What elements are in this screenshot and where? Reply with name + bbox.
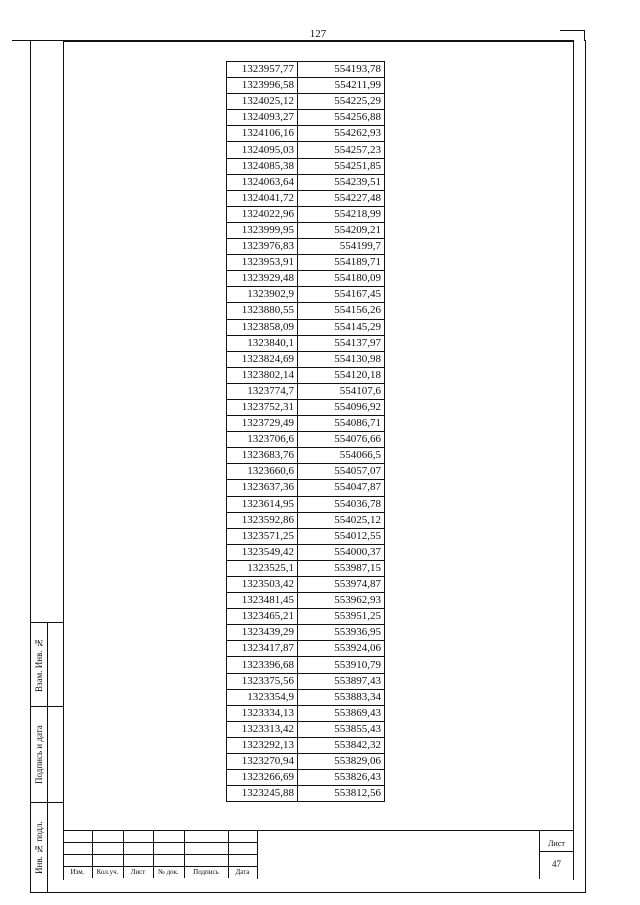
table-row bbox=[227, 770, 385, 786]
table-row bbox=[227, 287, 385, 303]
coordinate-y-cell: 553869,43 bbox=[298, 705, 385, 721]
coordinate-x-cell: 1323334,13 bbox=[227, 705, 298, 721]
coordinate-x-cell: 1323417,87 bbox=[227, 641, 298, 657]
coordinate-y-cell: 554086,71 bbox=[298, 416, 385, 432]
coordinate-x-cell: 1324025,12 bbox=[227, 94, 298, 110]
table-row bbox=[227, 416, 385, 432]
table-row bbox=[227, 560, 385, 576]
coordinate-x-cell: 1323802,14 bbox=[227, 367, 298, 383]
table-row bbox=[227, 142, 385, 158]
col-label-sheet: Лист bbox=[130, 868, 146, 876]
coordinate-x-cell: 1323752,31 bbox=[227, 399, 298, 415]
coordinate-x-cell: 1323840,1 bbox=[227, 335, 298, 351]
title-block-main bbox=[257, 830, 540, 879]
coordinate-x-cell: 1323996,58 bbox=[227, 78, 298, 94]
stamp-cell-signature bbox=[30, 706, 63, 803]
coordinate-y-cell: 554211,99 bbox=[298, 78, 385, 94]
coordinate-y-cell: 554193,78 bbox=[298, 62, 385, 78]
sheet-box bbox=[539, 830, 573, 879]
sheet-label: Лист bbox=[548, 839, 565, 848]
coordinate-y-cell: 554209,21 bbox=[298, 222, 385, 238]
table-row bbox=[227, 496, 385, 512]
coordinate-x-cell: 1323292,13 bbox=[227, 737, 298, 753]
coordinate-y-cell: 554137,97 bbox=[298, 335, 385, 351]
coordinate-x-cell: 1323976,83 bbox=[227, 239, 298, 255]
coordinate-y-cell: 553987,15 bbox=[298, 560, 385, 576]
coordinate-y-cell: 553962,93 bbox=[298, 593, 385, 609]
sheet-number: 47 bbox=[552, 859, 561, 869]
table-row bbox=[227, 206, 385, 222]
coordinate-x-cell: 1323637,36 bbox=[227, 480, 298, 496]
coordinate-x-cell: 1323999,95 bbox=[227, 222, 298, 238]
table-row bbox=[227, 158, 385, 174]
coordinate-y-cell: 554199,7 bbox=[298, 239, 385, 255]
coordinate-x-cell: 1323614,95 bbox=[227, 496, 298, 512]
coordinate-y-cell: 553924,06 bbox=[298, 641, 385, 657]
coordinate-x-cell: 1323774,7 bbox=[227, 383, 298, 399]
coordinate-x-cell: 1324022,96 bbox=[227, 206, 298, 222]
table-row bbox=[227, 448, 385, 464]
table-row bbox=[227, 673, 385, 689]
coordinate-x-cell: 1323858,09 bbox=[227, 319, 298, 335]
table-row bbox=[227, 754, 385, 770]
page-number: 127 bbox=[309, 28, 327, 40]
table-row bbox=[227, 786, 385, 802]
coordinate-y-cell: 553826,43 bbox=[298, 770, 385, 786]
coordinate-y-cell: 553897,43 bbox=[298, 673, 385, 689]
col-label-count: Кол.уч. bbox=[96, 868, 119, 876]
table-row bbox=[227, 367, 385, 383]
table-row bbox=[227, 609, 385, 625]
table-row bbox=[227, 110, 385, 126]
col-label-change: Изм. bbox=[70, 868, 85, 876]
table-row bbox=[227, 78, 385, 94]
col-label-date: Дата bbox=[235, 868, 250, 876]
coordinate-x-cell: 1323929,48 bbox=[227, 271, 298, 287]
coordinate-y-cell: 553936,95 bbox=[298, 625, 385, 641]
coordinate-x-cell: 1324063,64 bbox=[227, 174, 298, 190]
coordinate-y-cell: 554066,5 bbox=[298, 448, 385, 464]
table-row bbox=[227, 335, 385, 351]
coordinate-x-cell: 1323396,68 bbox=[227, 657, 298, 673]
coordinate-y-cell: 554120,18 bbox=[298, 367, 385, 383]
coordinate-x-cell: 1324041,72 bbox=[227, 190, 298, 206]
coordinate-y-cell: 554218,99 bbox=[298, 206, 385, 222]
coordinates-table bbox=[226, 61, 385, 802]
table-row bbox=[227, 222, 385, 238]
coordinate-x-cell: 1323270,94 bbox=[227, 754, 298, 770]
table-row bbox=[227, 528, 385, 544]
coordinate-y-cell: 554145,29 bbox=[298, 319, 385, 335]
coordinate-x-cell: 1324106,16 bbox=[227, 126, 298, 142]
coordinate-y-cell: 553812,56 bbox=[298, 786, 385, 802]
coordinate-x-cell: 1324093,27 bbox=[227, 110, 298, 126]
coordinate-y-cell: 554227,48 bbox=[298, 190, 385, 206]
table-row bbox=[227, 303, 385, 319]
col-label-signature: Подпись bbox=[193, 868, 219, 876]
stamp-cell-replacement bbox=[30, 622, 63, 707]
coordinate-y-cell: 554256,88 bbox=[298, 110, 385, 126]
coordinate-x-cell: 1323824,69 bbox=[227, 351, 298, 367]
coordinate-y-cell: 554130,98 bbox=[298, 351, 385, 367]
coordinate-y-cell: 554036,78 bbox=[298, 496, 385, 512]
coordinate-x-cell: 1323375,56 bbox=[227, 673, 298, 689]
coordinate-x-cell: 1323465,21 bbox=[227, 609, 298, 625]
stamp-label-replacement-inv: Взам. Инв. № bbox=[34, 638, 44, 692]
coordinate-x-cell: 1323880,55 bbox=[227, 303, 298, 319]
coordinate-y-cell: 554057,07 bbox=[298, 464, 385, 480]
table-row bbox=[227, 593, 385, 609]
coordinate-y-cell: 554180,09 bbox=[298, 271, 385, 287]
coordinate-x-cell: 1323729,49 bbox=[227, 416, 298, 432]
table-row bbox=[227, 190, 385, 206]
stamp-label-original-inv: Инв. № подл. bbox=[34, 821, 44, 875]
coordinate-x-cell: 1323313,42 bbox=[227, 721, 298, 737]
stamp-cell-original bbox=[30, 802, 63, 893]
title-block bbox=[63, 830, 572, 878]
table-row bbox=[227, 464, 385, 480]
coordinate-x-cell: 1323683,76 bbox=[227, 448, 298, 464]
coordinate-y-cell: 554012,55 bbox=[298, 528, 385, 544]
coordinate-y-cell: 554076,66 bbox=[298, 432, 385, 448]
table-row bbox=[227, 383, 385, 399]
table-row bbox=[227, 544, 385, 560]
coordinate-x-cell: 1323902,9 bbox=[227, 287, 298, 303]
table-row bbox=[227, 625, 385, 641]
table-row bbox=[227, 399, 385, 415]
stamp-label-signature-date: Подпись и дата bbox=[34, 725, 44, 785]
table-row bbox=[227, 432, 385, 448]
coordinate-x-cell: 1323245,88 bbox=[227, 786, 298, 802]
coordinate-y-cell: 554025,12 bbox=[298, 512, 385, 528]
coordinate-x-cell: 1323525,1 bbox=[227, 560, 298, 576]
coordinate-y-cell: 553951,25 bbox=[298, 609, 385, 625]
coordinate-y-cell: 553974,87 bbox=[298, 577, 385, 593]
table-row bbox=[227, 62, 385, 78]
coordinate-y-cell: 554225,29 bbox=[298, 94, 385, 110]
table-row bbox=[227, 705, 385, 721]
coordinate-x-cell: 1323592,86 bbox=[227, 512, 298, 528]
coordinate-x-cell: 1323481,45 bbox=[227, 593, 298, 609]
coordinate-x-cell: 1323571,25 bbox=[227, 528, 298, 544]
coordinate-x-cell: 1323503,42 bbox=[227, 577, 298, 593]
coordinate-y-cell: 554167,45 bbox=[298, 287, 385, 303]
coordinate-y-cell: 553829,06 bbox=[298, 754, 385, 770]
col-label-doc-number: № док. bbox=[158, 868, 179, 876]
coordinate-y-cell: 553910,79 bbox=[298, 657, 385, 673]
coordinate-x-cell: 1324095,03 bbox=[227, 142, 298, 158]
coordinate-x-cell: 1323957,77 bbox=[227, 62, 298, 78]
coordinate-y-cell: 554239,51 bbox=[298, 174, 385, 190]
table-row bbox=[227, 480, 385, 496]
coordinate-y-cell: 554262,93 bbox=[298, 126, 385, 142]
table-row bbox=[227, 126, 385, 142]
coordinate-y-cell: 554000,37 bbox=[298, 544, 385, 560]
coordinate-y-cell: 554047,87 bbox=[298, 480, 385, 496]
table-row bbox=[227, 255, 385, 271]
coordinate-y-cell: 554096,92 bbox=[298, 399, 385, 415]
table-row bbox=[227, 512, 385, 528]
table-row bbox=[227, 689, 385, 705]
coordinates-table-body bbox=[227, 62, 385, 802]
table-row bbox=[227, 641, 385, 657]
table-row bbox=[227, 721, 385, 737]
coordinate-x-cell: 1324085,38 bbox=[227, 158, 298, 174]
coordinate-x-cell: 1323439,29 bbox=[227, 625, 298, 641]
coordinate-x-cell: 1323660,6 bbox=[227, 464, 298, 480]
coordinate-y-cell: 553883,34 bbox=[298, 689, 385, 705]
table-row bbox=[227, 657, 385, 673]
coordinate-y-cell: 553842,32 bbox=[298, 737, 385, 753]
table-row bbox=[227, 351, 385, 367]
table-row bbox=[227, 319, 385, 335]
table-row bbox=[227, 94, 385, 110]
coordinate-x-cell: 1323706,6 bbox=[227, 432, 298, 448]
table-row bbox=[227, 174, 385, 190]
coordinate-x-cell: 1323266,69 bbox=[227, 770, 298, 786]
coordinate-y-cell: 554257,23 bbox=[298, 142, 385, 158]
table-row bbox=[227, 239, 385, 255]
table-row bbox=[227, 737, 385, 753]
table-row bbox=[227, 577, 385, 593]
coordinate-x-cell: 1323354,9 bbox=[227, 689, 298, 705]
coordinate-y-cell: 554251,85 bbox=[298, 158, 385, 174]
coordinate-y-cell: 553855,43 bbox=[298, 721, 385, 737]
coordinate-y-cell: 554189,71 bbox=[298, 255, 385, 271]
side-stamp bbox=[30, 622, 63, 892]
coordinate-y-cell: 554156,26 bbox=[298, 303, 385, 319]
coordinate-x-cell: 1323953,91 bbox=[227, 255, 298, 271]
revision-grid bbox=[63, 830, 257, 878]
table-row bbox=[227, 271, 385, 287]
coordinate-y-cell: 554107,6 bbox=[298, 383, 385, 399]
coordinate-x-cell: 1323549,42 bbox=[227, 544, 298, 560]
